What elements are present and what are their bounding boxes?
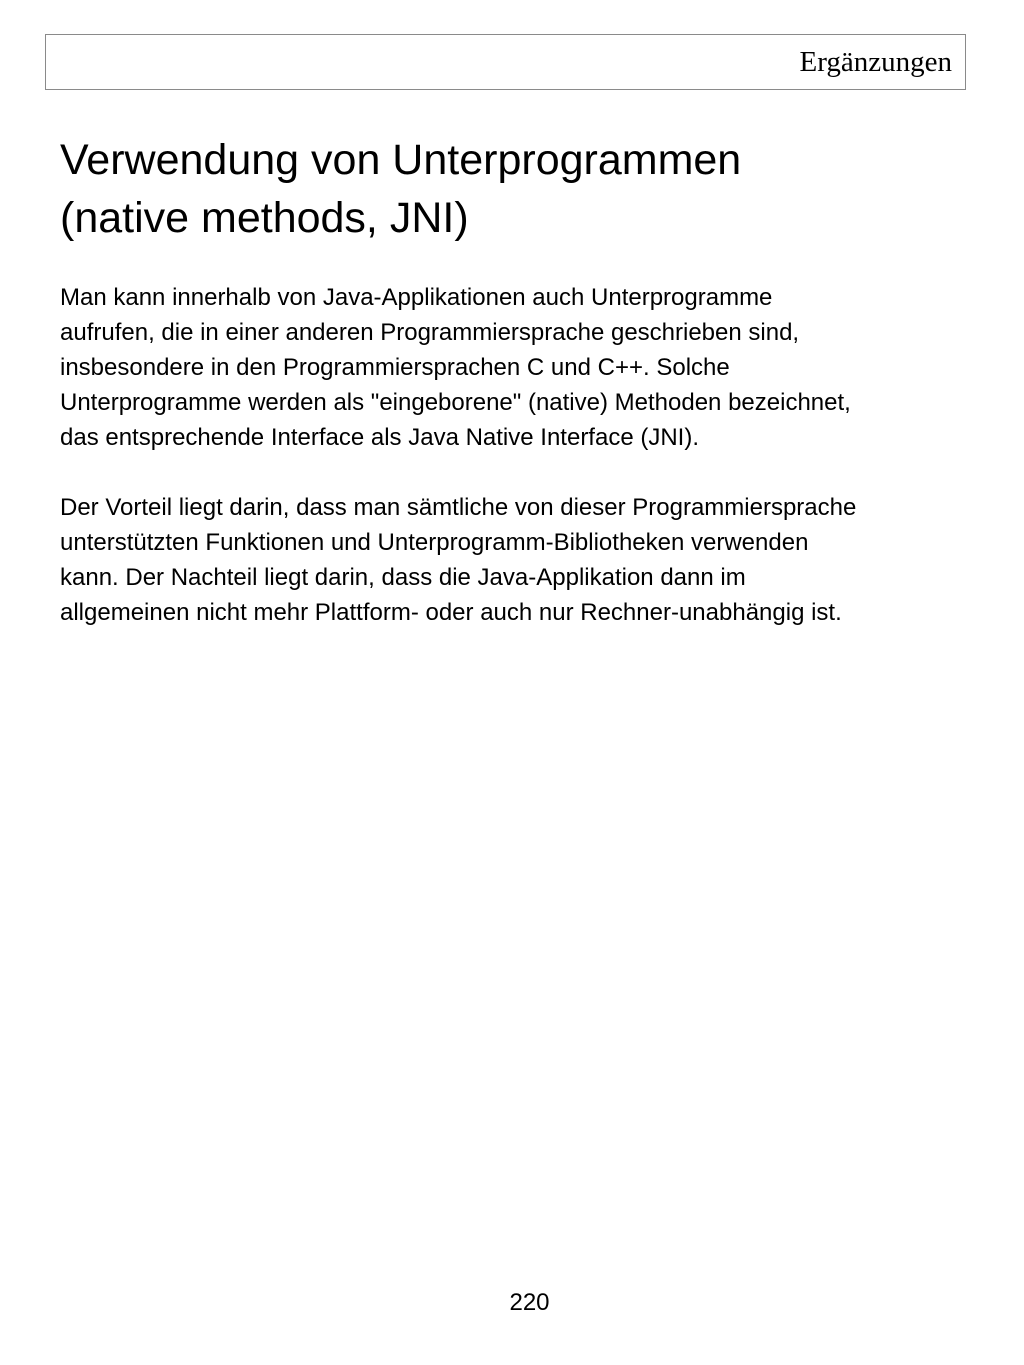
paragraph-line: Unterprogramme werden als "eingeborene" (native) Methoden bezeichnet,: [60, 389, 851, 416]
page-number: 220: [509, 1289, 550, 1316]
paragraph-pros-cons: [60, 490, 980, 630]
paragraph-line: insbesondere in den Programmiersprachen C und C++. Solche: [60, 354, 730, 381]
paragraph-line: allgemeinen nicht mehr Plattform- oder auch nur Rechner-unabhängig ist.: [60, 599, 842, 626]
page-title: [60, 131, 960, 247]
paragraph-line: kann. Der Nachteil liegt darin, dass die Java-Applikation dann im: [60, 564, 746, 591]
paragraph-line: das entsprechende Interface als Java Native Interface (JNI).: [60, 424, 699, 451]
paragraph-line: Der Vorteil liegt darin, dass man sämtliche von dieser Programmiersprache: [60, 494, 857, 521]
page-title-line: (native methods, JNI): [60, 194, 469, 242]
section-label: Ergänzungen: [799, 46, 952, 78]
paragraph-line: unterstützten Funktionen und Unterprogramm-Bibliotheken verwenden: [60, 529, 809, 556]
paragraph-line: Man kann innerhalb von Java-Applikationen auch Unterprogramme: [60, 284, 773, 311]
page-title-line: Verwendung von Unterprogrammen: [60, 136, 742, 184]
paragraph-line: aufrufen, die in einer anderen Programmiersprache geschrieben sind,: [60, 319, 800, 346]
section-header-box: [45, 34, 966, 90]
paragraph-intro: [60, 280, 980, 455]
